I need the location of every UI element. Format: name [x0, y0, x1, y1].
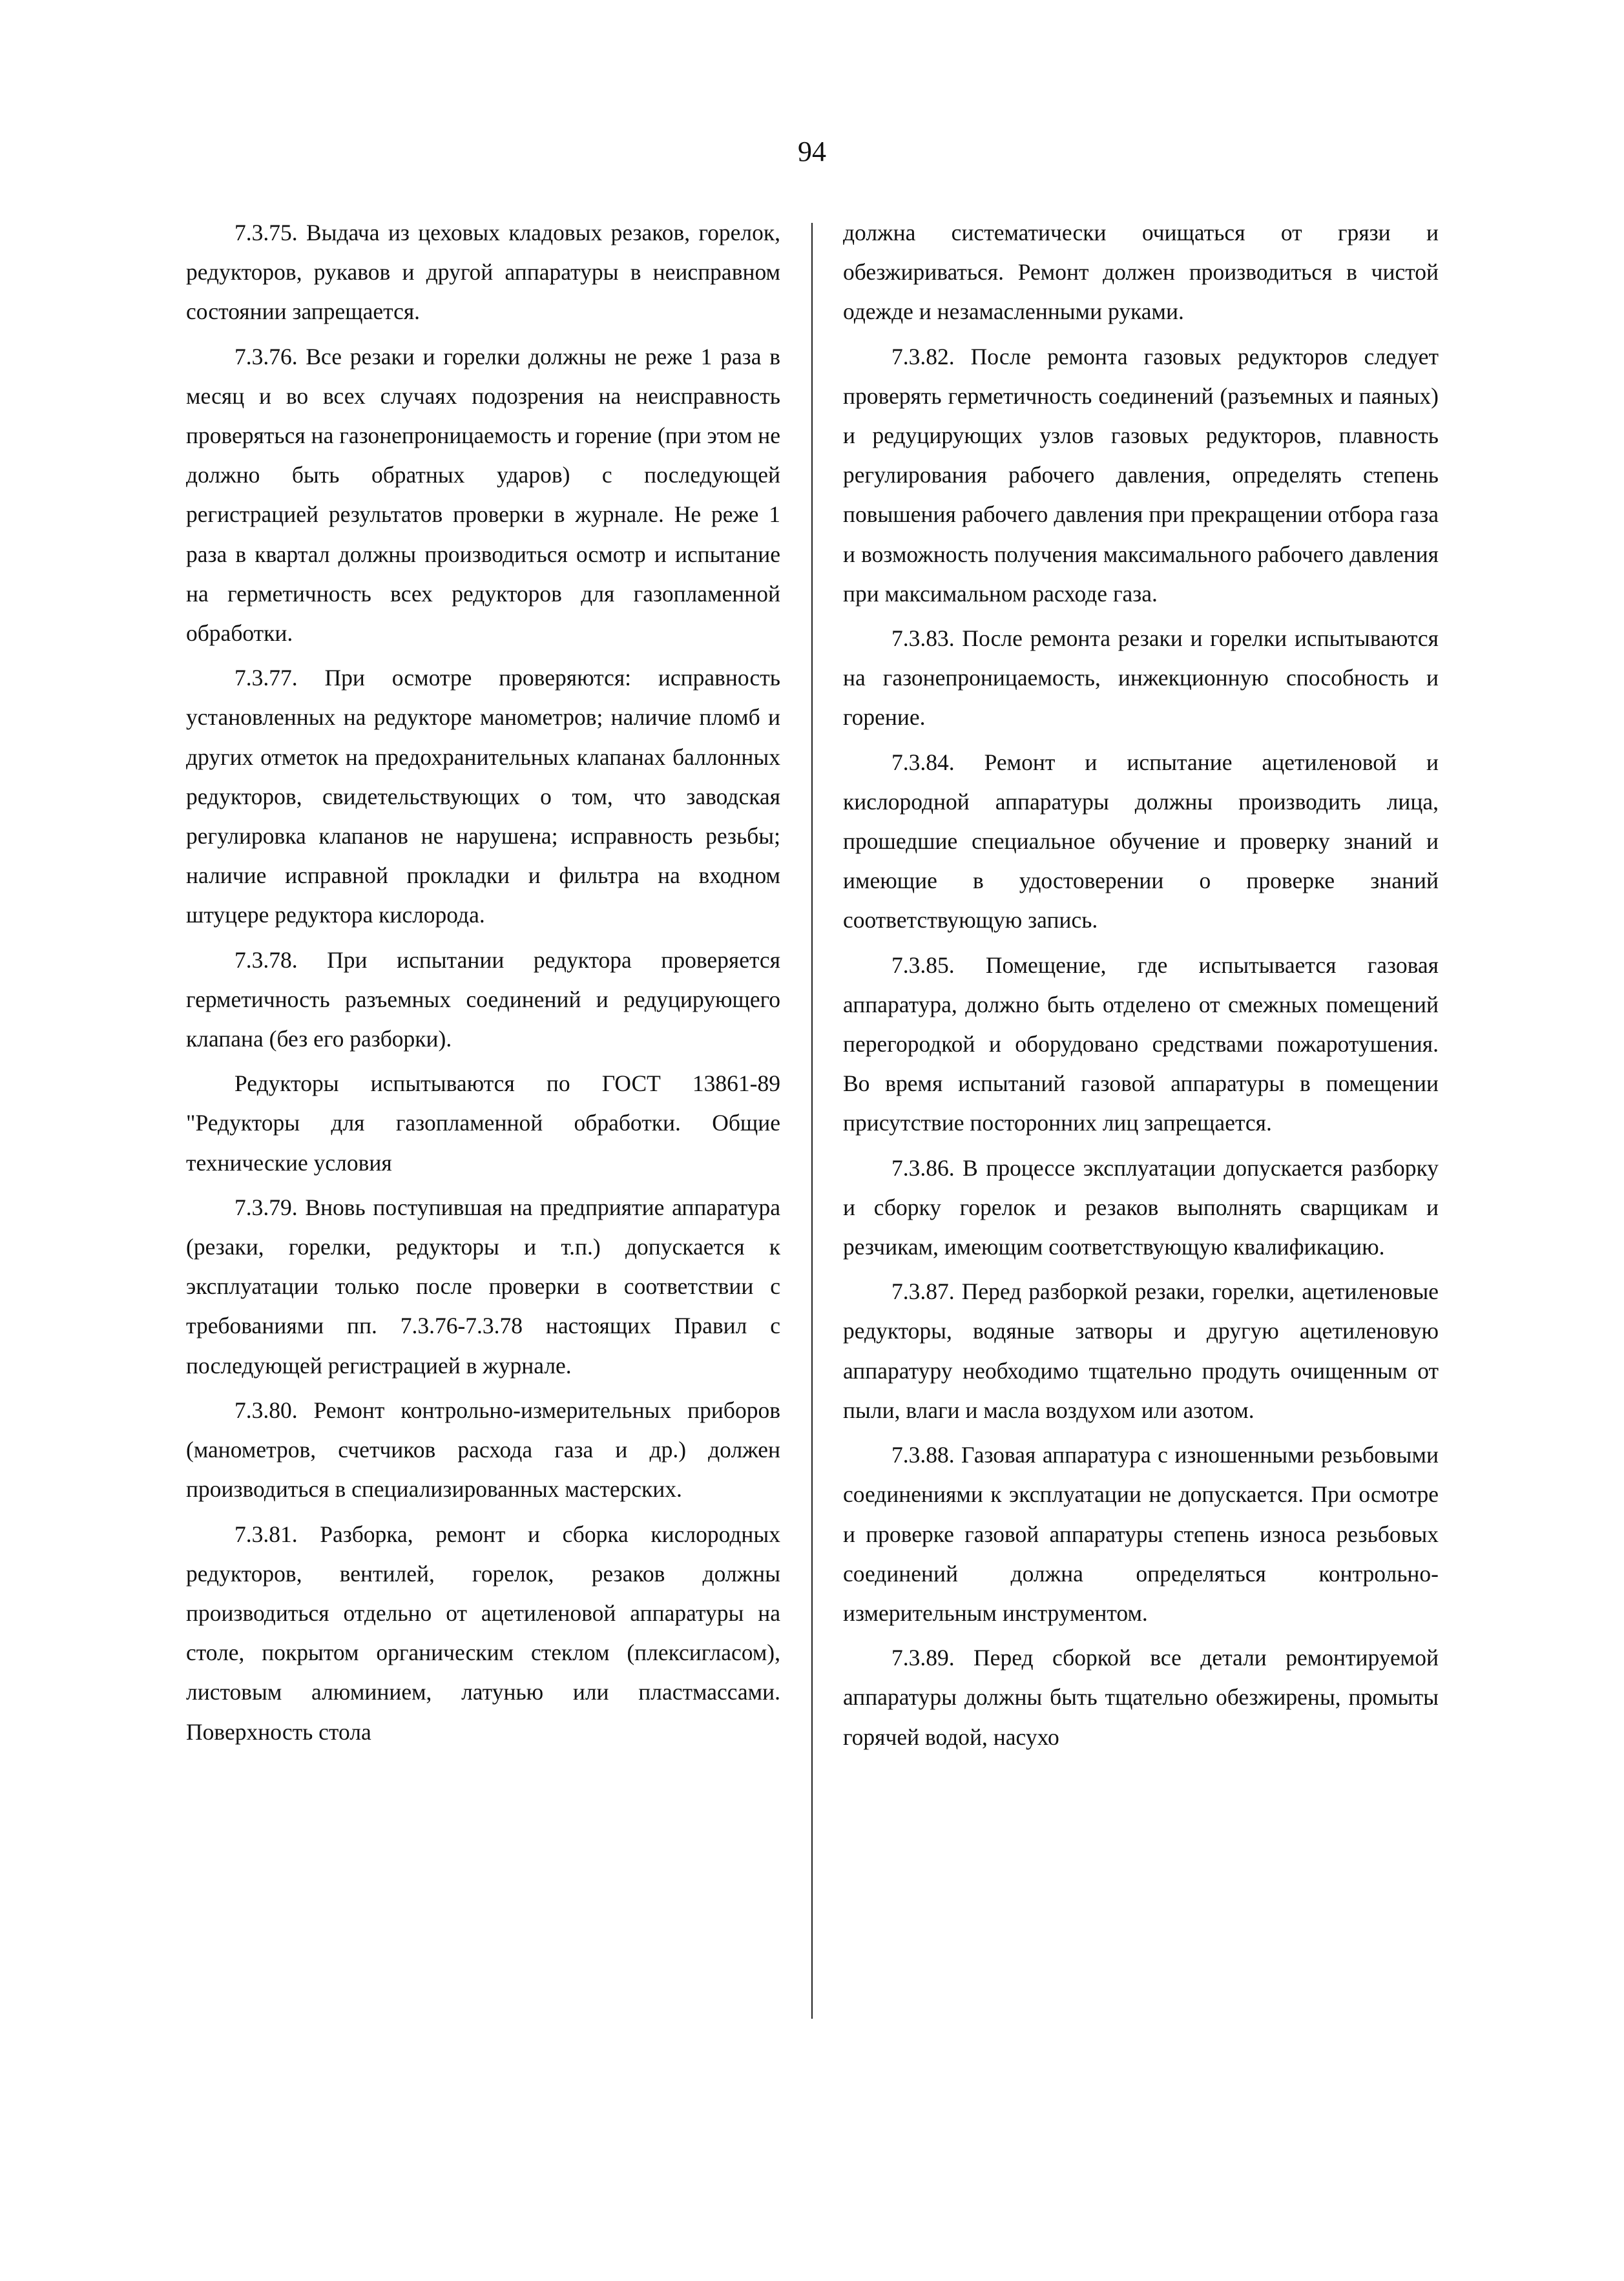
paragraph-7-3-78: 7.3.78. При испытании редуктора проверяется герметичность разъемных соединений и редуцирующего клапана (без его разборки). — [186, 946, 780, 1052]
paragraph-7-3-81-continued: должна систематически очищаться от грязи и обезжириваться. Ремонт должен производиться в чистой одежде и незамасленными руками. — [843, 220, 1439, 325]
paragraph-7-3-81: 7.3.81. Разборка, ремонт и сборка кислородных редукторов, вентилей, горелок, резаков должны производиться отдельно от ацетиленовой аппаратуры на столе, покрытом органическим стеклом (плексигласом), листовым алюминием, латунью или пластмассами. Поверхность стола — [186, 1521, 780, 1745]
paragraph-7-3-88: 7.3.88. Газовая аппаратура с изношенными резьбовыми соединениями к эксплуатации не допускается. При осмотре и проверке газовой аппаратуры степень износа резьбовых соединений должна определяться контрольно-измерительным инструментом. — [843, 1442, 1439, 1626]
paragraph-gost-reference: Редукторы испытываются по ГОСТ 13861-89 "Редукторы для газопламенной обработки. Общие технические условия — [186, 1070, 780, 1176]
paragraph-7-3-86: 7.3.86. В процессе эксплуатации допускается разборку и сборку горелок и резаков выполнять сварщикам и резчикам, имеющим соответствующую квалификацию. — [843, 1154, 1439, 1260]
paragraph-7-3-85: 7.3.85. Помещение, где испытывается газовая аппаратура, должно быть отделено от смежных помещений перегородкой и оборудовано средствами пожаротушения. Во время испытаний газовой аппаратуры в помещении присутствие посторонних лиц запрещается. — [843, 952, 1439, 1136]
paragraph-7-3-79: 7.3.79. Вновь поступившая на предприятие аппаратура (резаки, горелки, редукторы и т.п.) допускается к эксплуатации только после проверки в соответствии с требованиями пп. 7.3.76-7.3.78 настоящих Правил с последующей регистрацией в журнале. — [186, 1194, 780, 1379]
paragraph-7-3-76: 7.3.76. Все резаки и горелки должны не реже 1 раза в месяц и во всех случаях подозрения на неисправность проверяться на газонепроницаемость и горение (при этом не должно быть обратных ударов) с последующей регистрацией результатов проверки в журнале. Не реже 1 раза в квартал должны производиться осмотр и испытание на герметичность всех редукторов для газопламенной обработки. — [186, 343, 780, 647]
paragraph-7-3-89: 7.3.89. Перед сборкой все детали ремонтируемой аппаратуры должны быть тщательно обезжирены, промыты горячей водой, насухо — [843, 1645, 1439, 1750]
paragraph-7-3-80: 7.3.80. Ремонт контрольно-измерительных приборов (манометров, счетчиков расхода газа и др.) должен производиться в специализированных мастерских. — [186, 1397, 780, 1503]
paragraph-7-3-75: 7.3.75. Выдача из цеховых кладовых резаков, горелок, редукторов, рукавов и другой аппаратуры в неисправном состоянии запрещается. — [186, 220, 780, 325]
page-number: 94 — [798, 136, 826, 167]
left-column — [186, 213, 780, 1757]
column-divider — [811, 223, 813, 2019]
paragraph-7-3-82: 7.3.82. После ремонта газовых редукторов следует проверять герметичность соединений (разъемных и паяных) и редуцирующих узлов газовых редукторов, плавность регулирования рабочего давления, определять степень повышения рабочего давления при прекращении отбора газа и возможность получения максимального рабочего давления при максимальном расходе газа. — [843, 343, 1439, 607]
paragraph-7-3-77: 7.3.77. При осмотре проверяются: исправность установленных на редукторе манометров; наличие пломб и других отметок на предохранительных клапанах баллонных редукторов, свидетельствующих о том, что заводская регулировка клапанов не нарушена; исправность резьбы; наличие исправной прокладки и фильтра на входном штуцере редуктора кислорода. — [186, 665, 780, 928]
right-column — [843, 213, 1439, 1762]
paragraph-7-3-83: 7.3.83. После ремонта резаки и горелки испытываются на газонепроницаемость, инжекционную способность и горение. — [843, 625, 1439, 731]
paragraph-7-3-84: 7.3.84. Ремонт и испытание ацетиленовой и кислородной аппаратуры должны производить лица, прошедшие специальное обучение и проверку знаний и имеющие в удостоверении о проверке знаний соответствующую запись. — [843, 749, 1439, 933]
paragraph-7-3-87: 7.3.87. Перед разборкой резаки, горелки, ацетиленовые редукторы, водяные затворы и другую ацетиленовую аппаратуру необходимо тщательно продуть очищенным от пыли, влаги и масла воздухом или азотом. — [843, 1278, 1439, 1423]
